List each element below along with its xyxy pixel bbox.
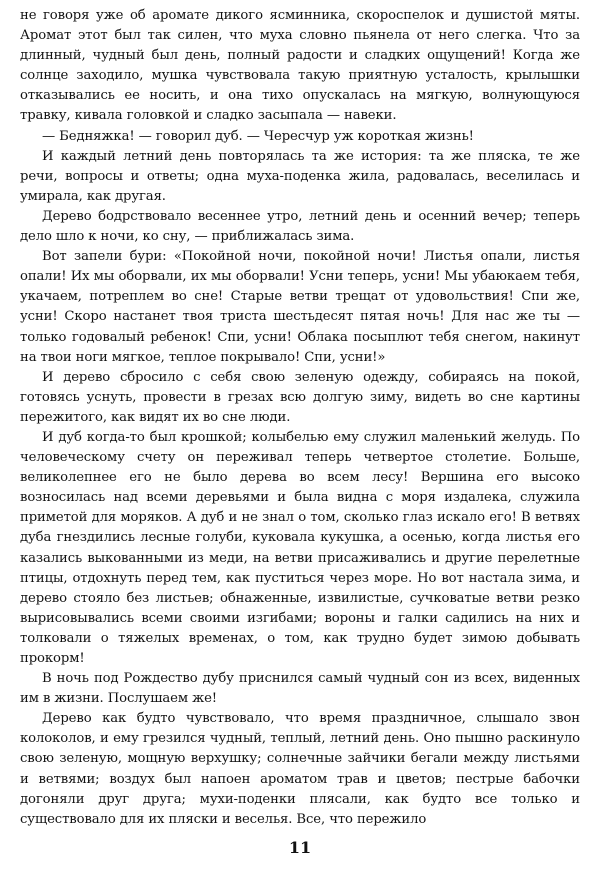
paragraph-4: Дерево бодрствовало весеннее утро, летний день и осенний вечер; теперь дело шло к ночи, ко сну, — приближалась зима. (20, 208, 580, 245)
page-number: 11 (288, 838, 312, 857)
paragraph-9: Дерево как будто чувствовало, что время праздничное, слышало звон колоколов, и ему грезился чудный, теплый, летний день. Оно пышно раскинуло свою зеленую, мощную верхушку; солнечные зайчики бегали между листьями и ветвями; воздух был напоен ароматом трав и цветов; пестрые бабочки догоняли друг друга; мухи-поденки плясали, как будто все только и существовало для их пляски и веселья. Все, что пережило (20, 711, 580, 827)
paragraph-5: Вот запели бури: «Покойной ночи, покойной ночи! Листья опали, листья опали! Их мы оборвали, их мы оборвали! Усни теперь, усни! Мы убаюкаем тебя, укачаем, потреплем во сне! Старые ветви трещат от удовольствия! Спи же, усни! Скоро настанет твоя триста шестьдесят пятая ночь! Для нас же ты — только годовалый ребенок! Спи, усни! Облака посыплют тебя снегом, накинут на твои ноги мягкое, теплое покрывало! Спи, усни!» (20, 249, 580, 365)
paragraph-1: не говоря уже об аромате дикого ясминника, скороспелок и душистой мяты. Аромат этот был так силен, что муха словно пьянела от него слегка. Что за длинный, чудный был день, полный радости и сладких ощущений! Когда же солнце заходило, мушка чувствовала такую приятную усталость, крылышки отказывались ее носить, и она тихо опускалась на мягкую, волнующуюся травку, кивала головкой и сладко засыпала — навеки. (20, 8, 580, 124)
paragraph-7: И дуб когда-то был крошкой; колыбелью ему служил маленький желудь. По человеческому счету он переживал теперь четвертое столетие. Больше, великолепнее его не было дерева во всем лесу! Вершина его высоко возносилась над всеми деревьями и была видна с моря издалека, служила приметой для моряков. А дуб и не знал о том, сколько глаз искало его! В ветвях дуба гнездились лесные голуби, куковала кукушка, а осенью, когда листья его казались выкованными из меди, на ветви присаживались и другие перелетные птицы, отдохнуть перед тем, как пуститься через море. Но вот настала зима, и дерево стояло без листьев; обнаженные, извилистые, сучковатые ветви резко вырисовывались всеми своими изгибами; вороны и галки садились на них и толковали о тяжелых временах, о том, как трудно будет зимою добывать прокорм! (20, 429, 580, 666)
paragraph-8: В ночь под Рождество дубу приснился самый чудный сон из всех, виденных им в жизни. Послушаем же! (20, 671, 580, 707)
body-text (20, 6, 580, 830)
paragraph-2: — Бедняжка! — говорил дуб. — Чересчур уж короткая жизнь! (42, 128, 474, 144)
paragraph-6: И дерево сбросило с себя свою зеленую одежду, собираясь на покой, готовясь уснуть, провести в грезах всю долгую зиму, видеть во сне картины пережитого, как видят их во сне люди. (20, 369, 580, 425)
paragraph-3: И каждый летний день повторялась та же история: та же пляска, те же речи, вопросы и ответы; одна муха-поденка жила, радовалась, веселилась и умирала, как другая. (20, 148, 580, 204)
